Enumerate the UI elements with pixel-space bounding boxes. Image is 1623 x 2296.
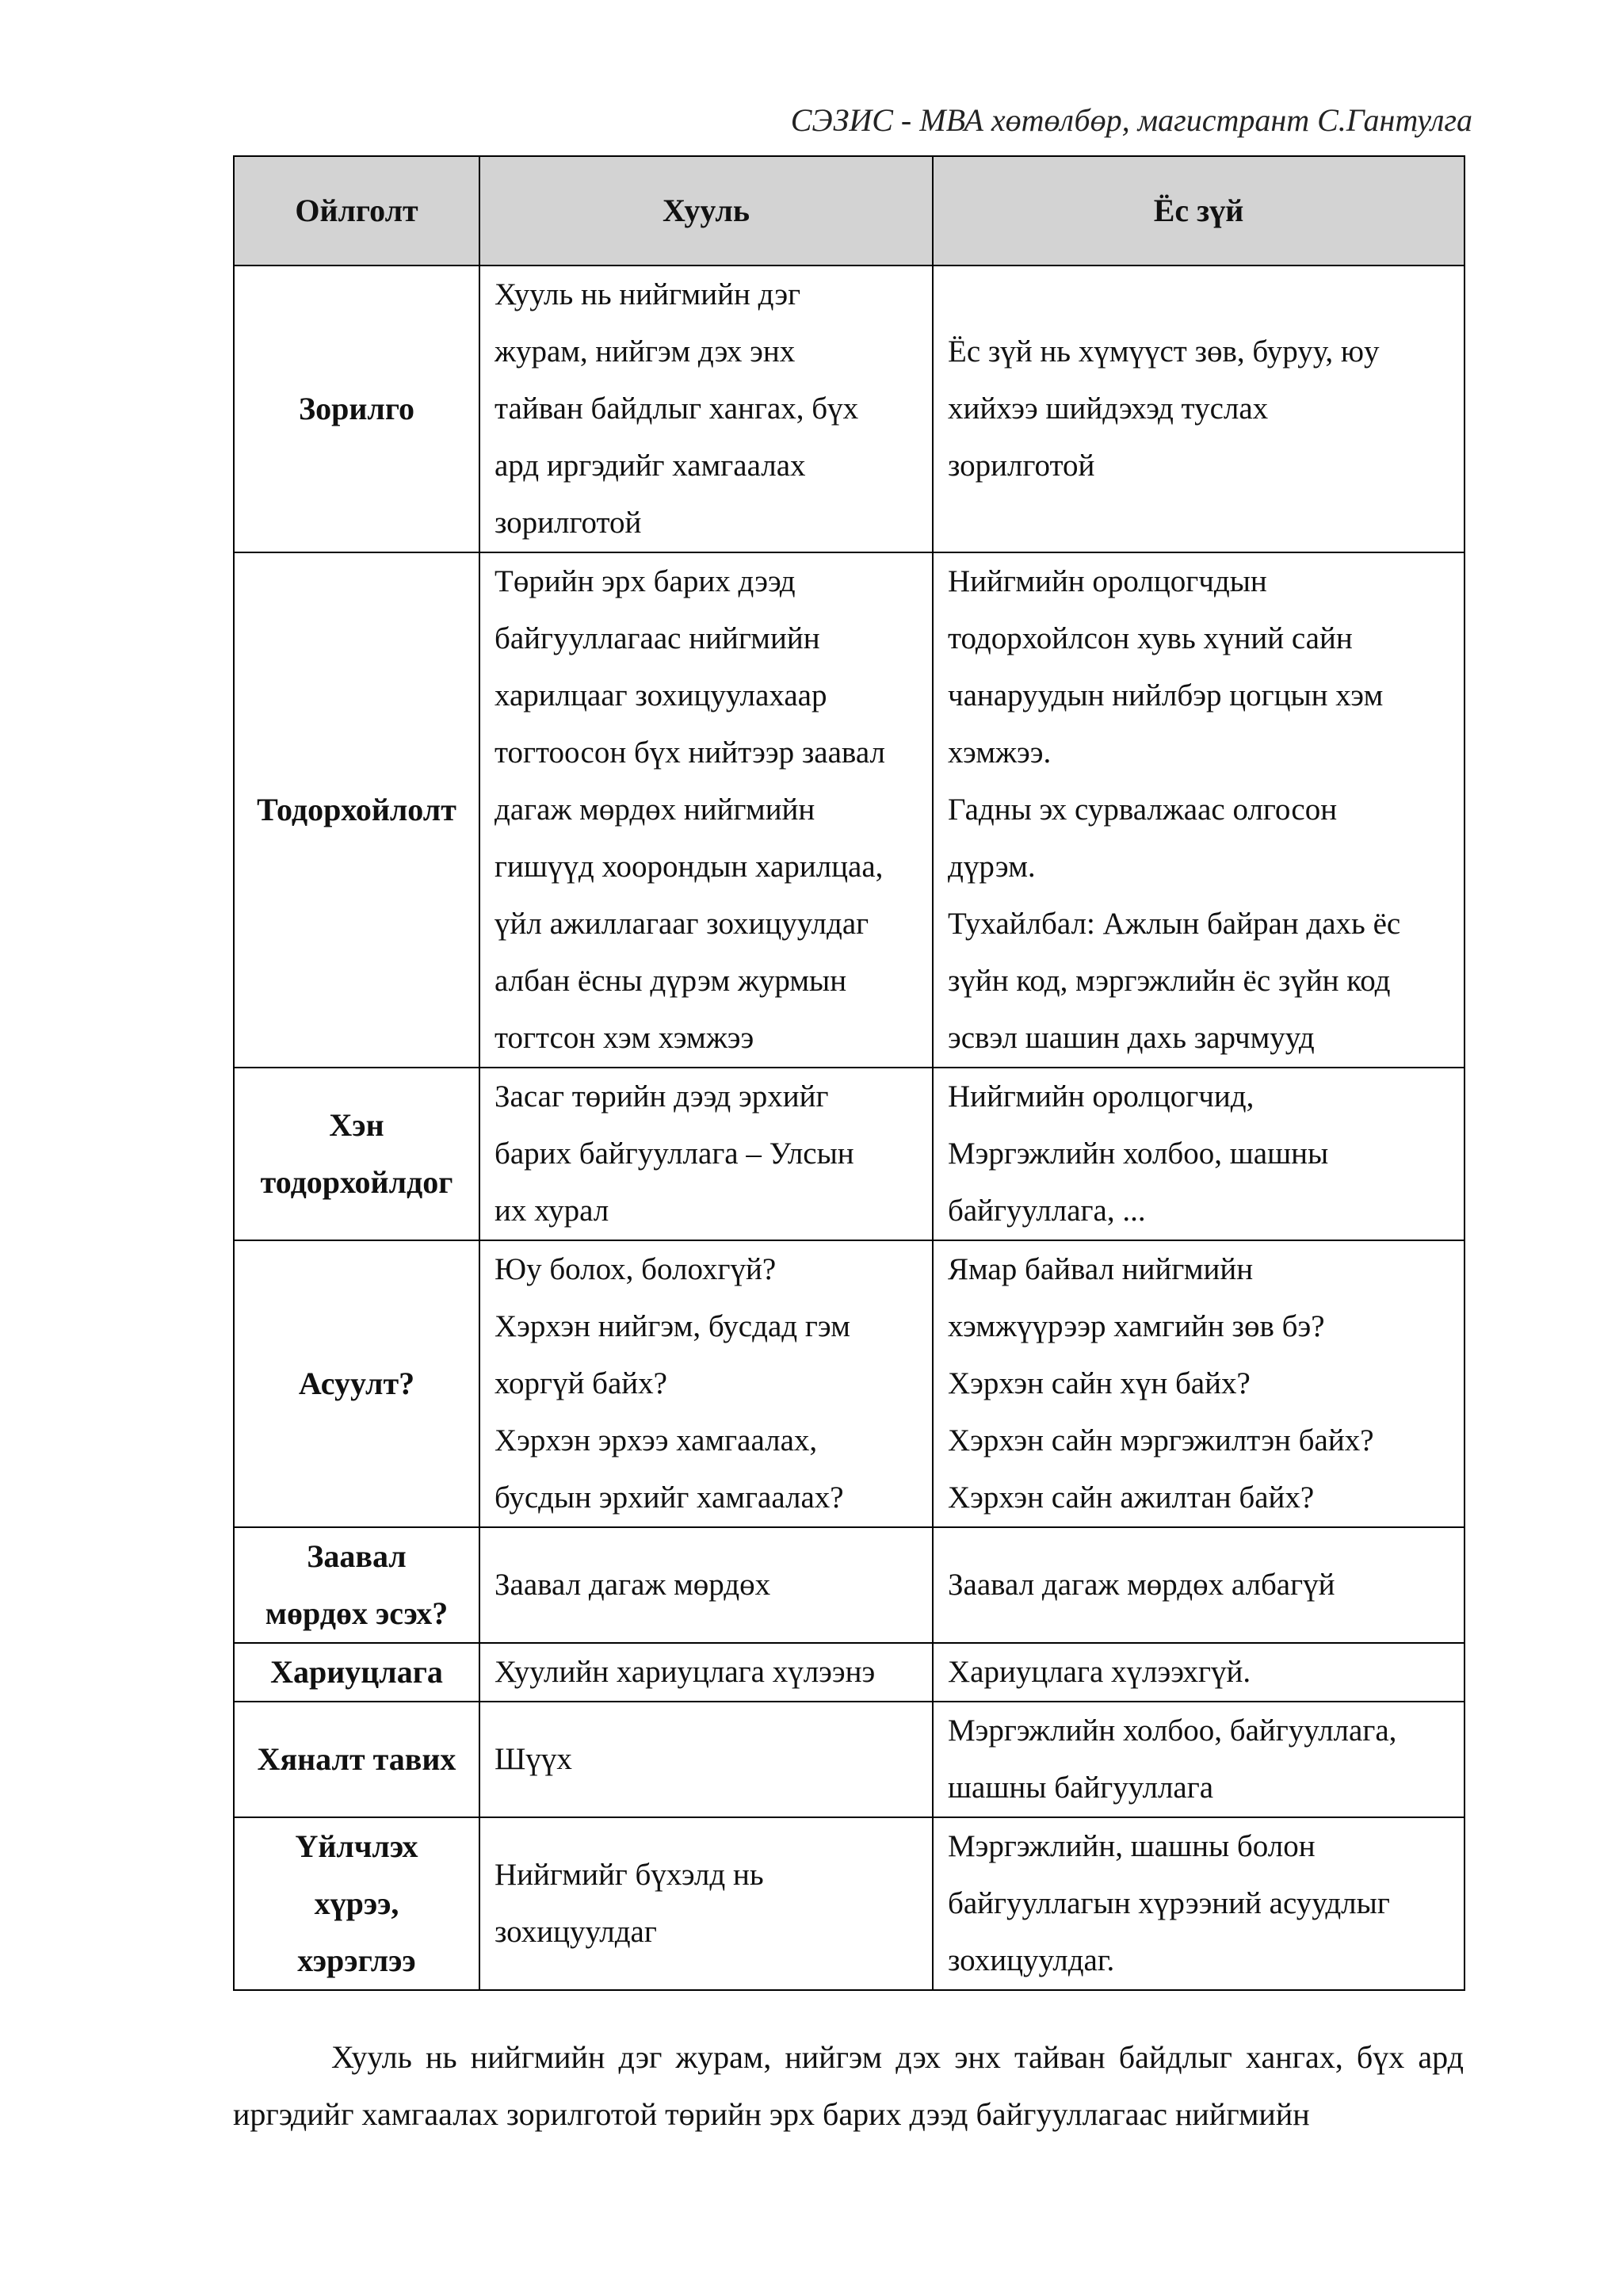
cell-line: дүрэм. bbox=[948, 850, 1036, 884]
cell-line: зохицуулдаг. bbox=[948, 1943, 1115, 1977]
cell-concept bbox=[234, 1643, 479, 1702]
cell-concept bbox=[234, 1817, 479, 1990]
cell-line: Заавал дагаж мөрдөх bbox=[495, 1568, 771, 1602]
comparison-table bbox=[233, 155, 1465, 1991]
cell-law bbox=[479, 1643, 933, 1702]
cell-line: их хурал bbox=[495, 1194, 609, 1228]
cell-line: Мэргэжлийн холбоо, байгууллага, bbox=[948, 1713, 1397, 1748]
cell-line: үйл ажиллагааг зохицуулдаг bbox=[495, 907, 869, 941]
cell-line: Хэрхэн сайн мэргэжилтэн байх? bbox=[948, 1423, 1374, 1457]
cell-line: Хэрхэн нийгэм, бусдад гэм bbox=[495, 1309, 850, 1343]
cell-line: Хэн bbox=[329, 1107, 384, 1143]
cell-ethics bbox=[933, 552, 1465, 1068]
cell-law bbox=[479, 266, 933, 552]
column-header-law: Хууль bbox=[479, 156, 933, 266]
cell-line: тогтоосон бүх нийтээр заавал bbox=[495, 735, 885, 770]
cell-line: Хууль нь нийгмийн дэг bbox=[495, 277, 801, 311]
cell-line: Шүүх bbox=[495, 1742, 572, 1776]
cell-ethics bbox=[933, 1702, 1465, 1817]
cell-line: эсвэл шашин дахь зарчмууд bbox=[948, 1021, 1315, 1055]
table-row bbox=[234, 1817, 1465, 1990]
cell-line: Тодорхойлолт bbox=[257, 792, 456, 827]
cell-line: Нийгмийн оролцогчдын bbox=[948, 564, 1267, 598]
cell-line: Нийгмийг бүхэлд нь bbox=[495, 1858, 764, 1892]
cell-line: Гадны эх сурвалжаас олгосон bbox=[948, 793, 1338, 827]
cell-concept bbox=[234, 552, 479, 1068]
cell-ethics bbox=[933, 266, 1465, 552]
cell-line: Заавал bbox=[307, 1538, 407, 1574]
cell-law bbox=[479, 1702, 933, 1817]
cell-line: Асуулт? bbox=[298, 1366, 415, 1401]
cell-ethics bbox=[933, 1068, 1465, 1240]
cell-line: хүрээ, bbox=[314, 1885, 399, 1921]
cell-law bbox=[479, 1068, 933, 1240]
cell-line: хэмжээ. bbox=[948, 735, 1052, 770]
cell-ethics bbox=[933, 1240, 1465, 1527]
page-header: СЭЗИС - МВА хөтөлбөр, магистрант С.Гантулга bbox=[790, 102, 1472, 138]
table-row bbox=[234, 266, 1465, 552]
cell-line: хэмжүүрээр хамгийн зөв бэ? bbox=[948, 1309, 1325, 1343]
cell-line: дагаж мөрдөх нийгмийн bbox=[495, 793, 815, 827]
cell-line: Хэрхэн сайн хүн байх? bbox=[948, 1366, 1251, 1400]
cell-ethics bbox=[933, 1643, 1465, 1702]
cell-concept bbox=[234, 1068, 479, 1240]
table-header-row bbox=[234, 156, 1465, 266]
cell-line: Ямар байвал нийгмийн bbox=[948, 1252, 1254, 1286]
cell-concept bbox=[234, 1702, 479, 1817]
cell-line: Төрийн эрх барих дээд bbox=[495, 564, 796, 598]
cell-law bbox=[479, 1240, 933, 1527]
table-row bbox=[234, 1527, 1465, 1643]
table-row bbox=[234, 552, 1465, 1068]
cell-line: хэрэглээ bbox=[297, 1943, 416, 1978]
cell-line: албан ёсны дүрэм журмын bbox=[495, 964, 847, 998]
cell-line: мөрдөх эсэх? bbox=[265, 1595, 449, 1631]
table-row bbox=[234, 1643, 1465, 1702]
cell-line: байгууллагын хүрээний асуудлыг bbox=[948, 1886, 1390, 1920]
cell-line: хоргүй байх? bbox=[495, 1366, 667, 1400]
cell-line: тодорхойлдог bbox=[260, 1164, 453, 1200]
cell-line: Юу болох, болохгүй? bbox=[495, 1252, 777, 1286]
cell-line: Ёс зүй нь хүмүүст зөв, буруу, юу bbox=[948, 334, 1380, 369]
cell-line: журам, нийгэм дэх энх bbox=[495, 334, 796, 369]
cell-line: шашны байгууллага bbox=[948, 1771, 1214, 1805]
cell-line: барих байгууллага – Улсын bbox=[495, 1137, 854, 1171]
cell-law bbox=[479, 1527, 933, 1643]
cell-line: Хуулийн хариуцлага хүлээнэ bbox=[495, 1655, 876, 1689]
table-row bbox=[234, 1240, 1465, 1527]
cell-law bbox=[479, 552, 933, 1068]
table-row bbox=[234, 1068, 1465, 1240]
cell-concept bbox=[234, 1527, 479, 1643]
cell-ethics bbox=[933, 1817, 1465, 1990]
cell-law bbox=[479, 1817, 933, 1990]
cell-line: Засаг төрийн дээд эрхийг bbox=[495, 1079, 829, 1114]
cell-line: тайван байдлыг хангах, бүх bbox=[495, 392, 859, 426]
cell-concept bbox=[234, 1240, 479, 1527]
cell-line: Мэргэжлийн, шашны болон bbox=[948, 1829, 1316, 1863]
cell-line: Тухайлбал: Ажлын байран дахь ёс bbox=[948, 907, 1401, 941]
column-header-concept: Ойлголт bbox=[234, 156, 479, 266]
cell-line: чанаруудын нийлбэр цогцын хэм bbox=[948, 678, 1384, 712]
cell-line: байгууллагаас нийгмийн bbox=[495, 621, 820, 655]
cell-line: зорилготой bbox=[948, 449, 1095, 483]
cell-line: хийхээ шийдэхэд туслах bbox=[948, 392, 1269, 426]
table-row bbox=[234, 1702, 1465, 1817]
cell-line: Хяналт тавих bbox=[257, 1741, 456, 1777]
cell-line: харилцааг зохицуулахаар bbox=[495, 678, 827, 712]
cell-line: бусдын эрхийг хамгаалах? bbox=[495, 1480, 844, 1515]
cell-line: зорилготой bbox=[495, 506, 642, 540]
cell-line: зохицуулдаг bbox=[495, 1915, 657, 1949]
cell-line: Хэрхэн эрхээ хамгаалах, bbox=[495, 1423, 818, 1457]
cell-line: Мэргэжлийн холбоо, шашны bbox=[948, 1137, 1329, 1171]
cell-line: байгууллага, ... bbox=[948, 1194, 1146, 1228]
cell-line: Хариуцлага хүлээхгүй. bbox=[948, 1655, 1251, 1689]
cell-line: зүйн код, мэргэжлийн ёс зүйн код bbox=[948, 964, 1391, 998]
body-paragraph: Хууль нь нийгмийн дэг журам, нийгэм дэх энх тайван байдлыг хангах, бүх ард иргэдийг хамгаалах зорилготой төрийн эрх барих дээд байгууллагаас нийгмийн bbox=[233, 2039, 1464, 2132]
cell-line: ард иргэдийг хамгаалах bbox=[495, 449, 806, 483]
cell-line: тогтсон хэм хэмжээ bbox=[495, 1021, 754, 1055]
cell-line: тодорхойлсон хувь хүний сайн bbox=[948, 621, 1353, 655]
cell-line: Заавал дагаж мөрдөх албагүй bbox=[948, 1568, 1335, 1602]
cell-line: Зорилго bbox=[298, 391, 414, 426]
cell-line: Хэрхэн сайн ажилтан байх? bbox=[948, 1480, 1315, 1515]
cell-line: Нийгмийн оролцогчид, bbox=[948, 1079, 1254, 1114]
cell-line: Үйлчлэх bbox=[295, 1828, 418, 1864]
cell-ethics bbox=[933, 1527, 1465, 1643]
cell-line: гишүүд хоорондын харилцаа, bbox=[495, 850, 884, 884]
cell-line: Хариуцлага bbox=[270, 1654, 443, 1690]
cell-concept bbox=[234, 266, 479, 552]
column-header-ethics: Ёс зүй bbox=[933, 156, 1465, 266]
